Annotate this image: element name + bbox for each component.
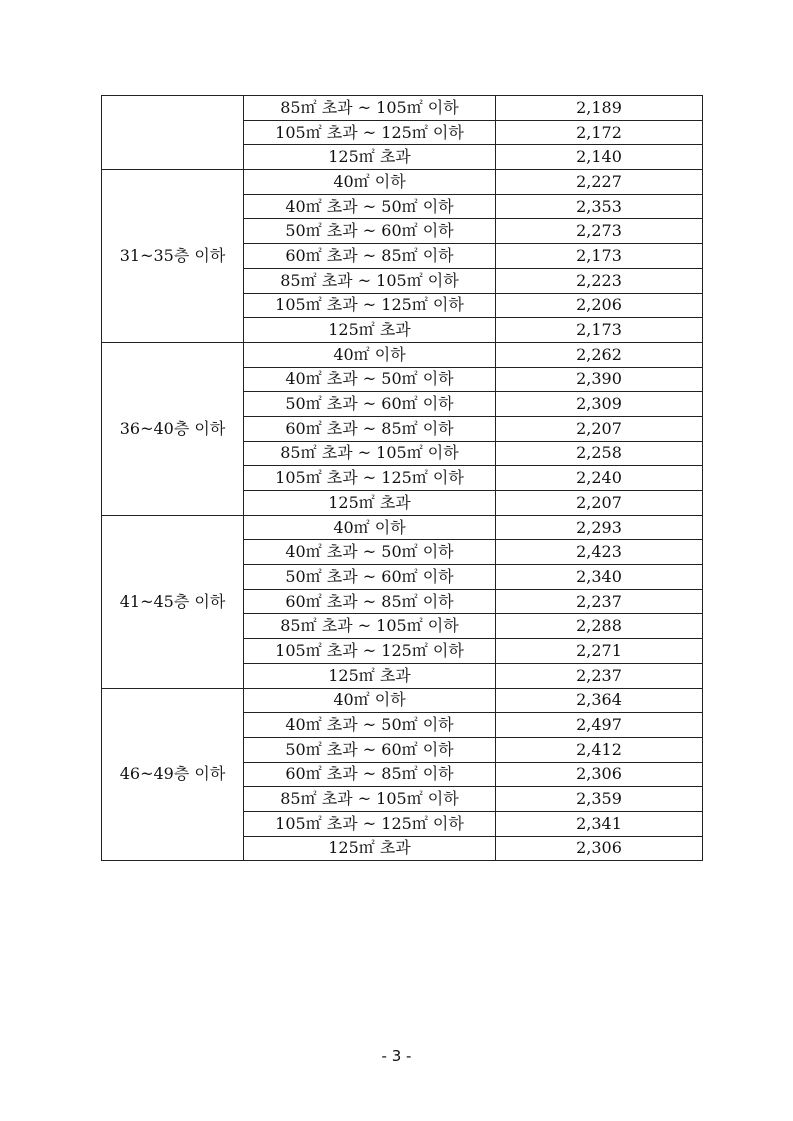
area-range-cell: 60㎡ 초과 ~ 85㎡ 이하 [244,416,496,441]
value-cell: 2,359 [496,787,703,812]
area-range-cell: 40㎡ 이하 [244,342,496,367]
value-cell: 2,306 [496,762,703,787]
area-range-cell: 125㎡ 초과 [244,491,496,516]
floor-range-cell [102,96,244,170]
area-range-cell: 125㎡ 초과 [244,145,496,170]
table-row [102,96,703,121]
value-cell: 2,207 [496,491,703,516]
value-cell: 2,390 [496,367,703,392]
area-range-cell: 60㎡ 초과 ~ 85㎡ 이하 [244,589,496,614]
table-row [102,688,703,713]
area-range-cell: 105㎡ 초과 ~ 125㎡ 이하 [244,811,496,836]
area-range-cell: 125㎡ 초과 [244,836,496,861]
value-cell: 2,309 [496,392,703,417]
floor-range-cell: 41~45층 이하 [102,515,244,688]
floor-range-cell: 46~49층 이하 [102,688,244,861]
value-cell: 2,173 [496,244,703,269]
area-range-cell: 125㎡ 초과 [244,318,496,343]
area-range-cell: 85㎡ 초과 ~ 105㎡ 이하 [244,614,496,639]
value-cell: 2,223 [496,268,703,293]
value-cell: 2,258 [496,441,703,466]
area-range-cell: 85㎡ 초과 ~ 105㎡ 이하 [244,787,496,812]
area-range-cell: 85㎡ 초과 ~ 105㎡ 이하 [244,96,496,121]
area-range-cell: 40㎡ 초과 ~ 50㎡ 이하 [244,713,496,738]
area-range-cell: 125㎡ 초과 [244,663,496,688]
area-range-cell: 40㎡ 초과 ~ 50㎡ 이하 [244,367,496,392]
area-range-cell: 105㎡ 초과 ~ 125㎡ 이하 [244,293,496,318]
value-cell: 2,353 [496,194,703,219]
value-cell: 2,227 [496,170,703,195]
area-range-cell: 40㎡ 초과 ~ 50㎡ 이하 [244,540,496,565]
area-range-cell: 50㎡ 초과 ~ 60㎡ 이하 [244,565,496,590]
area-range-cell: 40㎡ 이하 [244,688,496,713]
value-cell: 2,207 [496,416,703,441]
value-cell: 2,423 [496,540,703,565]
value-cell: 2,293 [496,515,703,540]
area-range-cell: 105㎡ 초과 ~ 125㎡ 이하 [244,466,496,491]
page-number: - 3 - [381,1047,412,1065]
area-range-cell: 60㎡ 초과 ~ 85㎡ 이하 [244,762,496,787]
area-range-cell: 85㎡ 초과 ~ 105㎡ 이하 [244,441,496,466]
area-range-cell: 40㎡ 이하 [244,170,496,195]
area-range-cell: 85㎡ 초과 ~ 105㎡ 이하 [244,268,496,293]
value-cell: 2,172 [496,120,703,145]
value-cell: 2,341 [496,811,703,836]
value-cell: 2,412 [496,737,703,762]
area-range-cell: 50㎡ 초과 ~ 60㎡ 이하 [244,219,496,244]
area-range-cell: 60㎡ 초과 ~ 85㎡ 이하 [244,244,496,269]
value-cell: 2,240 [496,466,703,491]
table-row [102,170,703,195]
value-cell: 2,206 [496,293,703,318]
value-cell: 2,364 [496,688,703,713]
floor-range-cell: 36~40층 이하 [102,342,244,515]
rate-table [101,95,703,861]
value-cell: 2,173 [496,318,703,343]
area-range-cell: 105㎡ 초과 ~ 125㎡ 이하 [244,639,496,664]
area-range-cell: 40㎡ 이하 [244,515,496,540]
value-cell: 2,237 [496,589,703,614]
area-range-cell: 105㎡ 초과 ~ 125㎡ 이하 [244,120,496,145]
table-row [102,342,703,367]
floor-range-cell: 31~35층 이하 [102,170,244,343]
value-cell: 2,306 [496,836,703,861]
value-cell: 2,288 [496,614,703,639]
value-cell: 2,189 [496,96,703,121]
value-cell: 2,140 [496,145,703,170]
area-range-cell: 40㎡ 초과 ~ 50㎡ 이하 [244,194,496,219]
table-row [102,515,703,540]
area-range-cell: 50㎡ 초과 ~ 60㎡ 이하 [244,392,496,417]
rate-table-body [102,96,703,861]
area-range-cell: 50㎡ 초과 ~ 60㎡ 이하 [244,737,496,762]
value-cell: 2,497 [496,713,703,738]
value-cell: 2,271 [496,639,703,664]
value-cell: 2,340 [496,565,703,590]
value-cell: 2,237 [496,663,703,688]
value-cell: 2,273 [496,219,703,244]
value-cell: 2,262 [496,342,703,367]
